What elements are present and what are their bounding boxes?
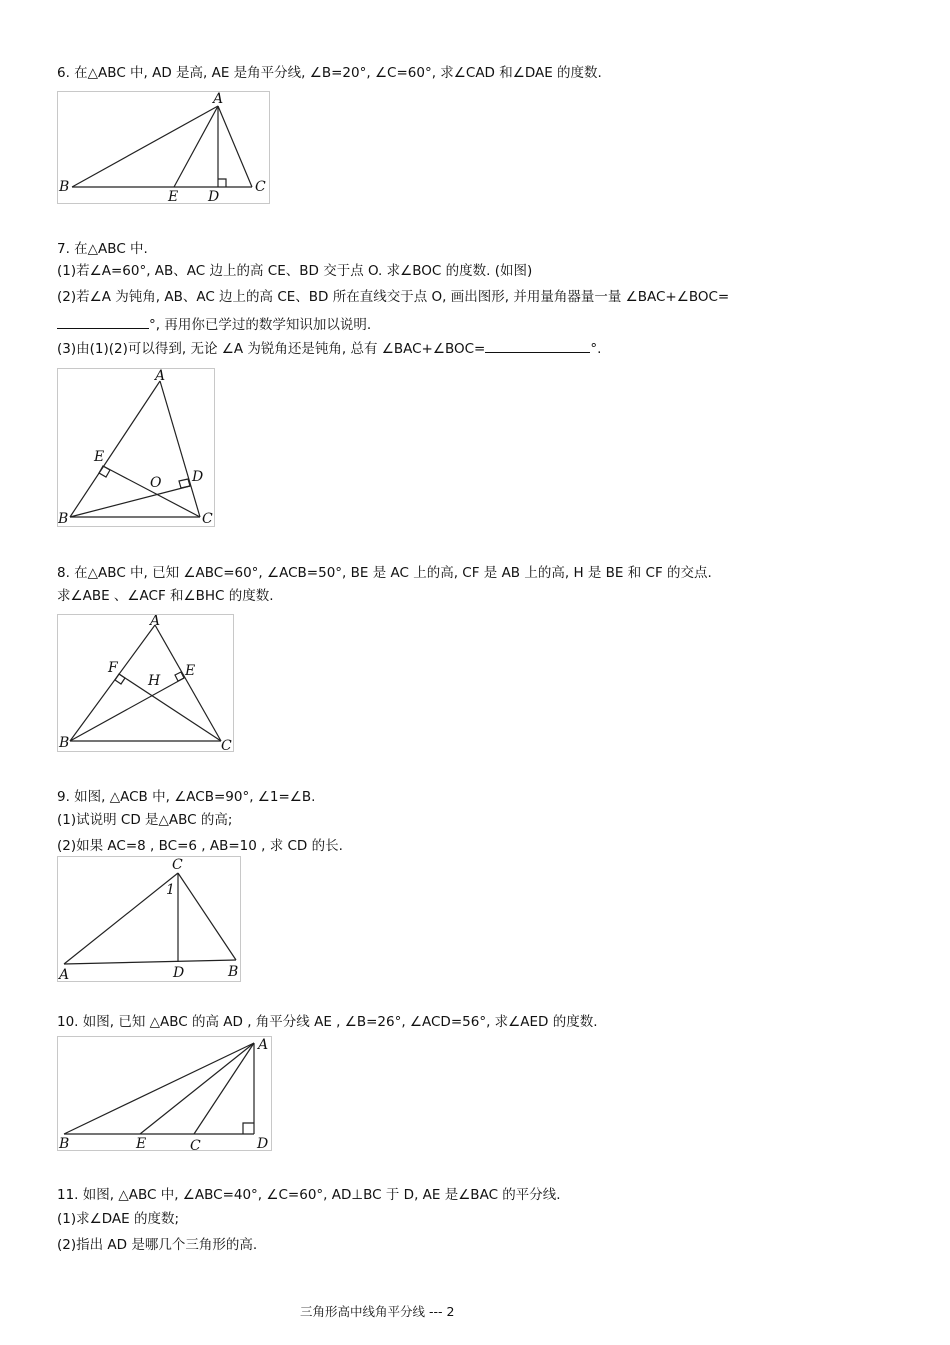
label-a: A	[258, 1037, 269, 1053]
problem-7-q3-tail: °.	[590, 341, 602, 357]
label-e: E	[94, 449, 105, 465]
label-c: C	[190, 1138, 201, 1150]
label-b: B	[59, 179, 70, 195]
problem-8-line1: 8. 在△ABC 中, 已知 ∠ABC=60°, ∠ACB=50°, BE 是 AC 上的高, CF 是 AB 上的高, H 是 BE 和 CF 的交点.	[57, 565, 712, 581]
problem-8-figure	[57, 614, 234, 752]
label-e: E	[136, 1136, 147, 1150]
altitude-cf	[119, 674, 221, 741]
problem-10-figure	[57, 1036, 272, 1151]
problem-11-q2: (2)指出 AD 是哪几个三角形的高.	[57, 1237, 258, 1253]
label-d: D	[173, 965, 185, 981]
problem-6-figure	[57, 91, 270, 204]
label-b: B	[58, 511, 69, 526]
problem-7-q1: (1)若∠A=60°, AB、AC 边上的高 CE、BD 交于点 O. 求∠BOC 的度数. (如图)	[57, 263, 533, 279]
side-ab	[70, 625, 155, 741]
problem-9-q2: (2)如果 AC=8 , BC=6 , AB=10 , 求 CD 的长.	[57, 838, 343, 854]
problem-9-q1: (1)试说明 CD 是△ABC 的高;	[57, 812, 233, 828]
bisector-ae	[140, 1043, 254, 1134]
problem-11-q1: (1)求∠DAE 的度数;	[57, 1211, 179, 1227]
label-angle-1: 1	[166, 882, 175, 898]
right-angle-mark-d	[179, 479, 190, 488]
label-b: B	[59, 1136, 70, 1150]
problem-7-figure	[57, 368, 215, 527]
side-ac	[155, 625, 221, 741]
problem-7-q2-line2	[57, 314, 371, 334]
side-ab	[70, 381, 160, 517]
label-h: H	[148, 673, 161, 689]
label-o: O	[150, 475, 162, 491]
label-a: A	[155, 369, 166, 384]
side-ac	[160, 381, 200, 517]
label-c: C	[255, 179, 266, 195]
label-c: C	[172, 857, 183, 873]
label-b: B	[59, 735, 70, 751]
altitude-ce	[103, 466, 200, 517]
problem-10-text: 10. 如图, 已知 △ABC 的高 AD , 角平分线 AE , ∠B=26°, ∠ACD=56°, 求∠AED 的度数.	[57, 1014, 598, 1030]
problem-9-stem: 9. 如图, △ACB 中, ∠ACB=90°, ∠1=∠B.	[57, 789, 316, 805]
label-a: A	[213, 92, 224, 107]
label-d: D	[257, 1136, 269, 1150]
problem-7-stem: 7. 在△ABC 中.	[57, 241, 148, 257]
label-d: D	[192, 469, 204, 485]
problem-7-q2-tail: °, 再用你已学过的数学知识加以说明.	[149, 317, 372, 333]
side-ab	[64, 960, 236, 964]
side-ab	[64, 1043, 254, 1134]
problem-9-figure	[57, 856, 241, 982]
problem-7-q3-text: (3)由(1)(2)可以得到, 无论 ∠A 为锐角还是钝角, 总有 ∠BAC+∠BOC=	[57, 341, 486, 357]
side-ca	[64, 873, 178, 964]
answer-blank-2	[485, 338, 590, 353]
problem-7-q3	[57, 338, 601, 358]
label-c: C	[202, 511, 213, 526]
side-ac	[218, 106, 252, 187]
altitude-be	[70, 678, 184, 741]
label-e: E	[168, 189, 179, 203]
label-c: C	[221, 738, 232, 751]
label-f: F	[108, 660, 118, 676]
right-angle-mark	[243, 1123, 254, 1134]
right-angle-mark	[218, 179, 226, 187]
label-a: A	[150, 615, 161, 629]
problem-6-text: 6. 在△ABC 中, AD 是高, AE 是角平分线, ∠B=20°, ∠C=60°, 求∠CAD 和∠DAE 的度数.	[57, 65, 602, 81]
problem-8-line2: 求∠ABE 、∠ACF 和∠BHC 的度数.	[57, 588, 274, 604]
label-a: A	[59, 967, 70, 981]
problem-11-stem: 11. 如图, △ABC 中, ∠ABC=40°, ∠C=60°, AD⊥BC 于 D, AE 是∠BAC 的平分线.	[57, 1187, 561, 1203]
page-footer: 三角形高中线角平分线 --- 2	[300, 1304, 455, 1319]
answer-blank-1	[57, 314, 149, 329]
side-cb	[178, 873, 236, 960]
problem-7-q2-line1: (2)若∠A 为钝角, AB、AC 边上的高 CE、BD 所在直线交于点 O, 画出图形, 并用量角器量一量 ∠BAC+∠BOC=	[57, 289, 730, 305]
label-b: B	[228, 964, 239, 980]
side-ac	[194, 1043, 254, 1134]
label-e: E	[185, 663, 196, 679]
label-d: D	[208, 189, 220, 203]
